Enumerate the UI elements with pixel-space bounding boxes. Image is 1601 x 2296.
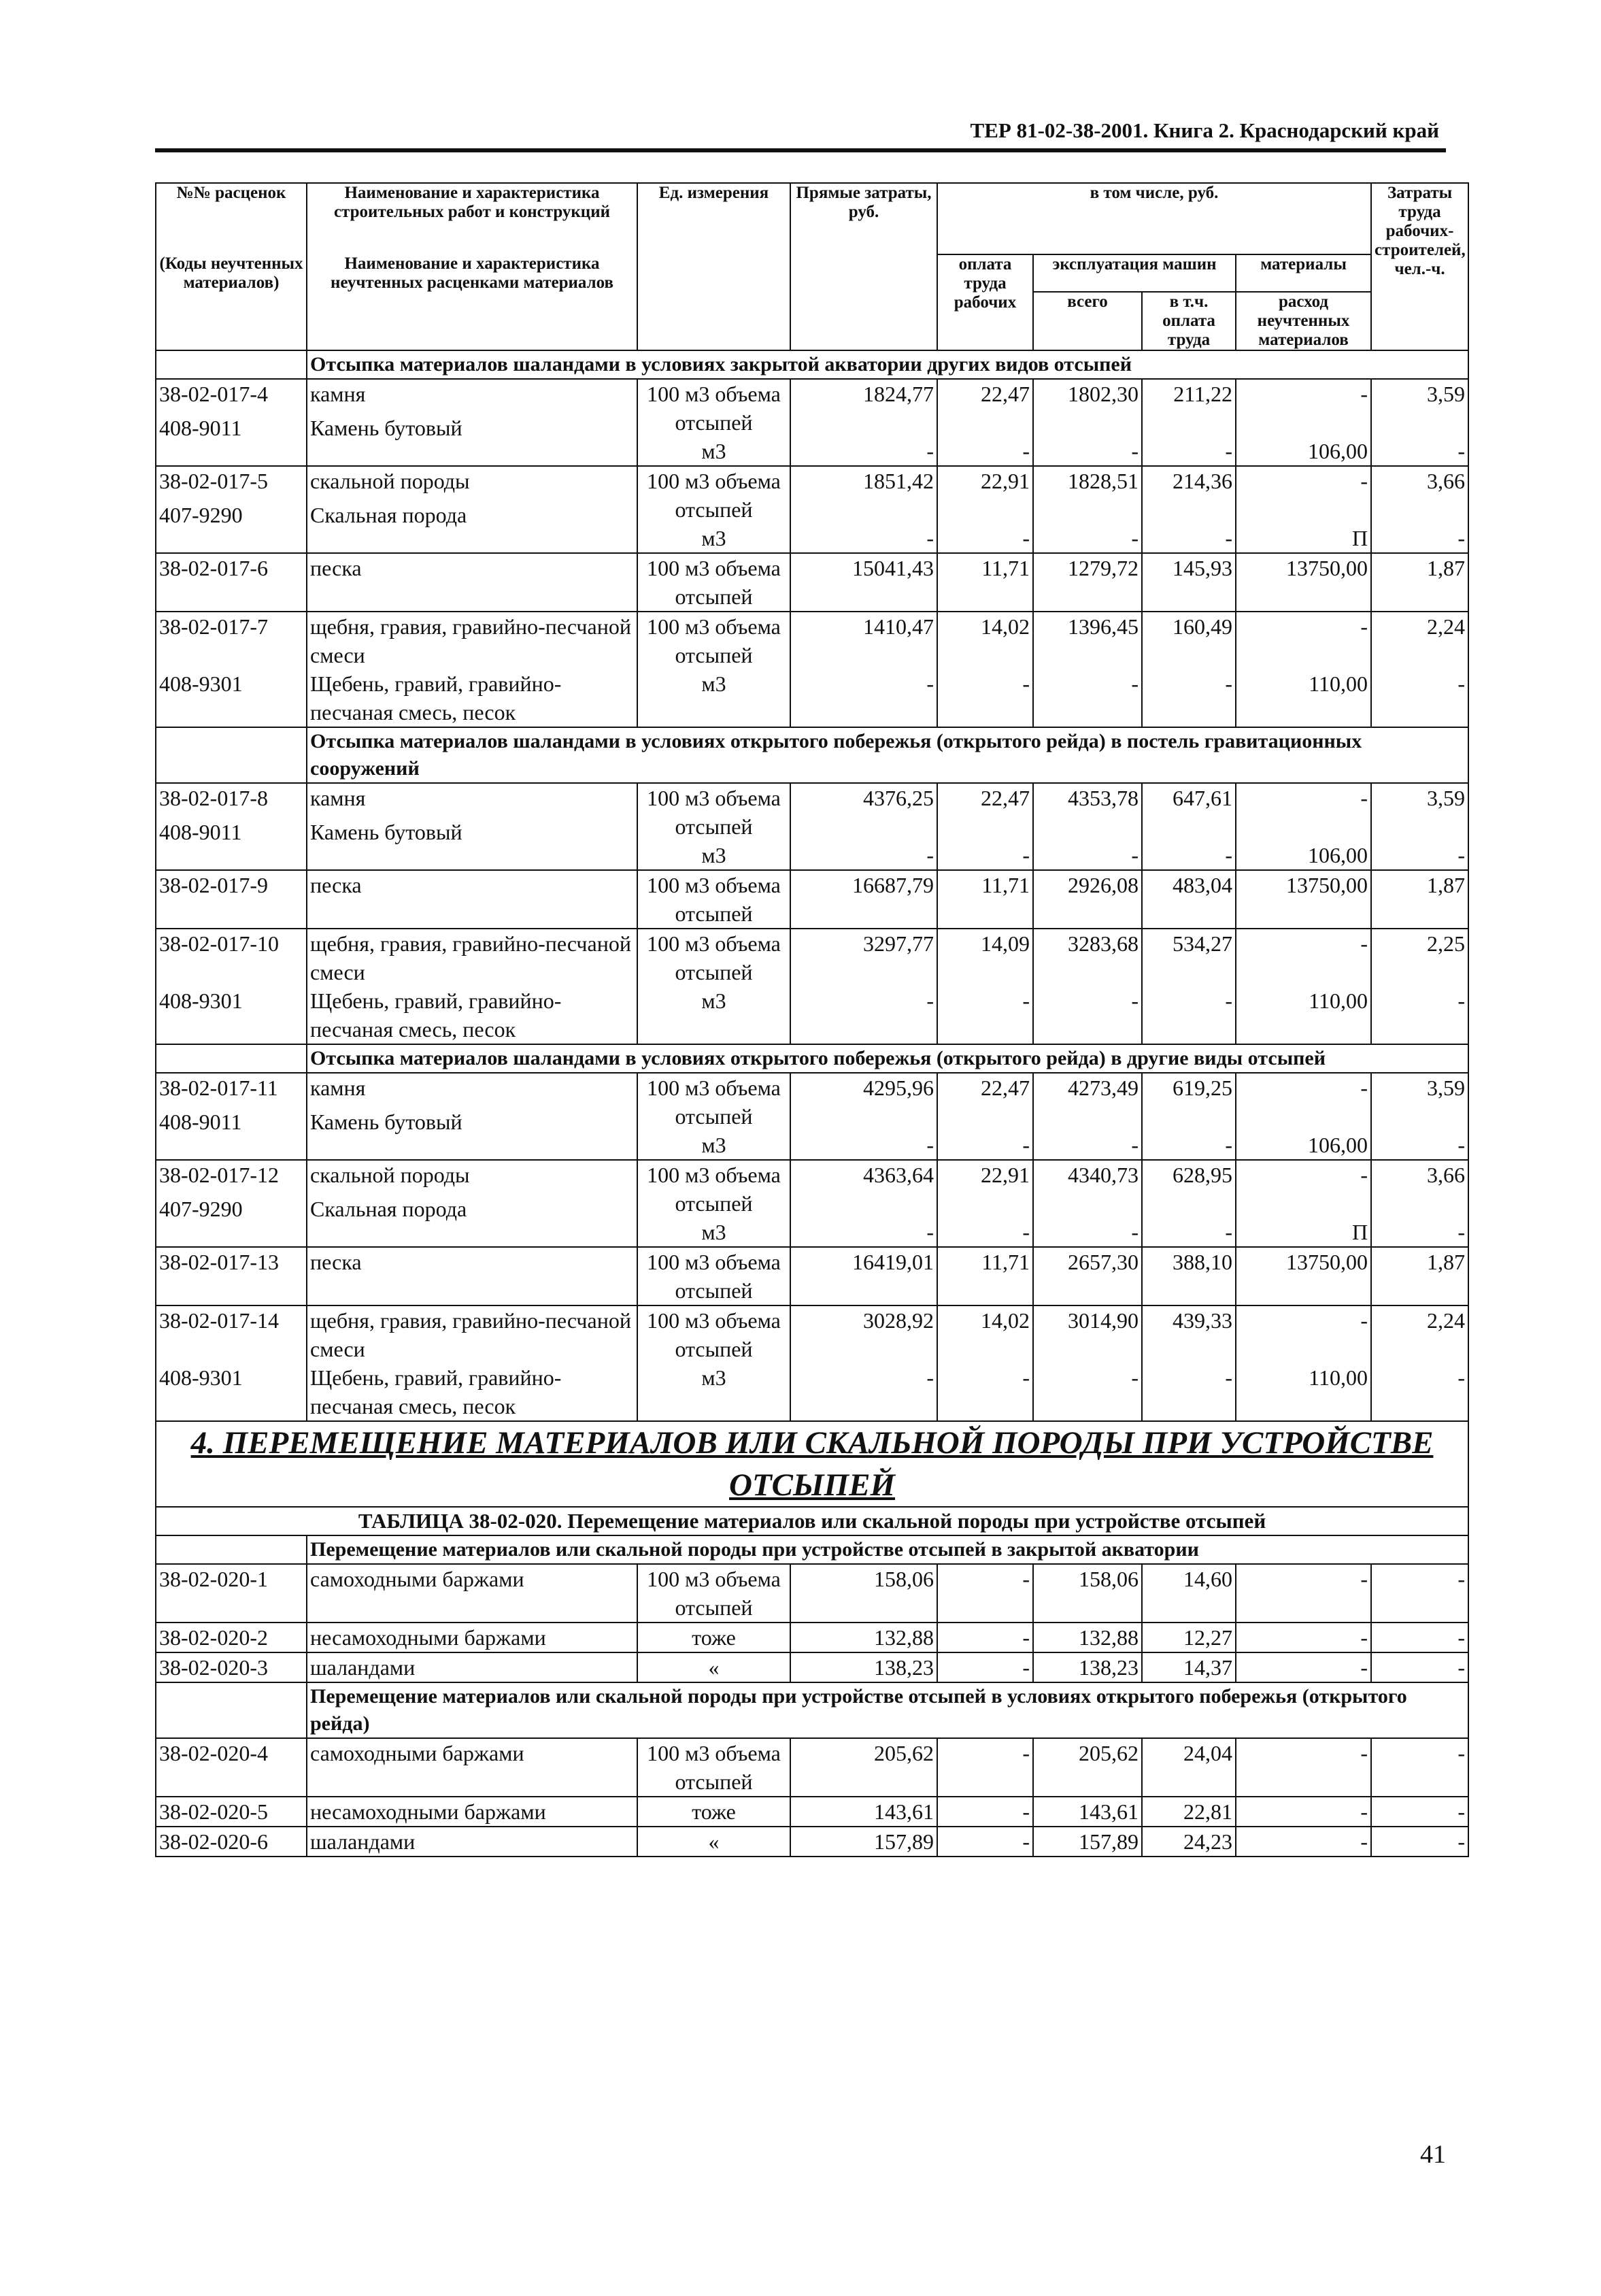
rate-name: шаландами — [307, 1652, 637, 1682]
rate-name: камня Камень бутовый — [307, 379, 637, 466]
rate-workers: 2,24 - — [1371, 612, 1468, 727]
rate-machines-labor: 145,93 — [1142, 553, 1236, 612]
table-row — [156, 1623, 1468, 1652]
rate-machines-labor: 439,33 - — [1142, 1305, 1236, 1421]
rate-labor: 22,91 - — [937, 466, 1033, 553]
section-row — [156, 1535, 1468, 1564]
rate-unit: « — [637, 1652, 790, 1682]
rate-name: песка — [307, 1247, 637, 1305]
rate-machines: 1802,30 - — [1033, 379, 1142, 466]
section-title: Отсыпка материалов шаландами в условиях закрытой акватории других видов отсыпей — [307, 350, 1468, 379]
table-row — [156, 929, 1468, 1044]
rate-machines-labor: 483,04 — [1142, 870, 1236, 929]
rate-labor: - — [937, 1827, 1033, 1857]
table-row — [156, 1073, 1468, 1160]
section-code-cell — [156, 1535, 307, 1564]
table-row — [156, 1247, 1468, 1305]
rate-code: 38-02-017-7 408-9301 — [156, 612, 307, 727]
section-code-cell — [156, 1682, 307, 1738]
table-row — [156, 1564, 1468, 1623]
section-title: Отсыпка материалов шаландами в условиях открытого побережья (открытого рейда) в другие виды отсыпей — [307, 1044, 1468, 1073]
rate-name: песка — [307, 870, 637, 929]
rate-direct: 4295,96 - — [790, 1073, 937, 1160]
rate-materials: 13750,00 — [1236, 870, 1371, 929]
col-code-header: №№ расценок — [156, 183, 307, 254]
rate-workers: 1,87 — [1371, 1247, 1468, 1305]
rate-machines-labor: 160,49 - — [1142, 612, 1236, 727]
rate-code: 38-02-020-4 — [156, 1738, 307, 1797]
rate-machines-labor: 628,95 - — [1142, 1160, 1236, 1247]
rate-labor: 22,47 - — [937, 379, 1033, 466]
rate-materials: - 110,00 — [1236, 612, 1371, 727]
rate-direct: 16687,79 — [790, 870, 937, 929]
rate-code: 38-02-017-6 — [156, 553, 307, 612]
rate-code: 38-02-017-9 — [156, 870, 307, 929]
rate-workers: 1,87 — [1371, 870, 1468, 929]
col-unit-header: Ед. измерения — [637, 183, 790, 350]
rate-labor: - — [937, 1564, 1033, 1623]
rate-labor: 22,47 - — [937, 783, 1033, 870]
rate-direct: 158,06 — [790, 1564, 937, 1623]
table-row — [156, 1160, 1468, 1247]
rate-code: 38-02-017-14 408-9301 — [156, 1305, 307, 1421]
rate-direct: 138,23 — [790, 1652, 937, 1682]
col-workers-header: Затраты труда рабочих-строителей, чел.-ч. — [1371, 183, 1468, 350]
rate-materials: - — [1236, 1827, 1371, 1857]
rate-unit: « — [637, 1827, 790, 1857]
rate-labor: 11,71 — [937, 1247, 1033, 1305]
rate-machines: 132,88 — [1033, 1623, 1142, 1652]
rate-unit: 100 м3 объема отсыпей м3 — [637, 783, 790, 870]
table-row — [156, 1652, 1468, 1682]
rate-workers: - — [1371, 1623, 1468, 1652]
rate-name: щебня, гравия, гравийно-песчаной смеси Щебень, гравий, гравийно-песчаная смесь, песок — [307, 1305, 637, 1421]
rate-direct: 3297,77 - — [790, 929, 937, 1044]
page-header — [155, 114, 1446, 152]
section-row — [156, 1682, 1468, 1738]
section-title: Перемещение материалов или скальной породы при устройстве отсыпей в закрытой акватории — [307, 1535, 1468, 1564]
rate-machines-labor: 14,37 — [1142, 1652, 1236, 1682]
col-machines-total-header: всего — [1033, 292, 1142, 350]
rate-code: 38-02-017-10 408-9301 — [156, 929, 307, 1044]
rate-machines: 157,89 — [1033, 1827, 1142, 1857]
rate-labor: 11,71 — [937, 553, 1033, 612]
rate-name: несамоходными баржами — [307, 1797, 637, 1827]
rates-table — [155, 182, 1469, 1857]
rate-labor: 22,91 - — [937, 1160, 1033, 1247]
rate-workers: 2,25 - — [1371, 929, 1468, 1044]
rate-machines-labor: 211,22 - — [1142, 379, 1236, 466]
rate-direct: 132,88 — [790, 1623, 937, 1652]
rate-labor: 14,02 - — [937, 1305, 1033, 1421]
chapter-row — [156, 1421, 1468, 1507]
rate-direct: 3028,92 - — [790, 1305, 937, 1421]
rate-machines: 4340,73 - — [1033, 1160, 1142, 1247]
table-row — [156, 1797, 1468, 1827]
rate-unit: 100 м3 объема отсыпей м3 — [637, 1073, 790, 1160]
rate-direct: 157,89 — [790, 1827, 937, 1857]
rate-name: шаландами — [307, 1827, 637, 1857]
rate-materials: - — [1236, 1797, 1371, 1827]
rate-machines: 158,06 — [1033, 1564, 1142, 1623]
rate-direct: 1851,42 - — [790, 466, 937, 553]
rate-direct: 15041,43 — [790, 553, 937, 612]
section-code-cell — [156, 350, 307, 379]
rate-code: 38-02-017-12 407-9290 — [156, 1160, 307, 1247]
rate-unit: 100 м3 объема отсыпей м3 — [637, 466, 790, 553]
rate-machines: 4353,78 - — [1033, 783, 1142, 870]
rate-direct: 4376,25 - — [790, 783, 937, 870]
rate-materials: 13750,00 — [1236, 1247, 1371, 1305]
rate-name: скальной породы Скальная порода — [307, 1160, 637, 1247]
rate-labor: - — [937, 1738, 1033, 1797]
rate-materials: - — [1236, 1564, 1371, 1623]
rate-direct: 4363,64 - — [790, 1160, 937, 1247]
rate-unit: 100 м3 объема отсыпей м3 — [637, 1160, 790, 1247]
rate-direct: 205,62 — [790, 1738, 937, 1797]
rate-unit: 100 м3 объема отсыпей — [637, 870, 790, 929]
page-number: 41 — [1420, 2140, 1446, 2169]
col-materials-extra-header: расход неучтенных материалов — [1236, 292, 1371, 350]
rate-unit: 100 м3 объема отсыпей м3 — [637, 612, 790, 727]
rate-unit: тоже — [637, 1623, 790, 1652]
section-code-cell — [156, 727, 307, 783]
rate-machines-labor: 214,36 - — [1142, 466, 1236, 553]
col-direct-header: Прямые затраты, руб. — [790, 183, 937, 350]
rate-machines: 3283,68 - — [1033, 929, 1142, 1044]
rate-workers: 1,87 — [1371, 553, 1468, 612]
rate-workers: - — [1371, 1738, 1468, 1797]
rate-materials: - 106,00 — [1236, 379, 1371, 466]
rate-machines: 2926,08 — [1033, 870, 1142, 929]
rate-workers: - — [1371, 1564, 1468, 1623]
rate-machines: 1828,51 - — [1033, 466, 1142, 553]
rate-labor: 22,47 - — [937, 1073, 1033, 1160]
rate-materials: - П — [1236, 1160, 1371, 1247]
rate-name: камня Камень бутовый — [307, 783, 637, 870]
rate-workers: - — [1371, 1827, 1468, 1857]
rate-machines: 2657,30 — [1033, 1247, 1142, 1305]
table-row — [156, 553, 1468, 612]
rate-machines-labor: 24,23 — [1142, 1827, 1236, 1857]
col-labor-header: оплата труда рабочих — [937, 254, 1033, 350]
rate-name: самоходными баржами — [307, 1564, 637, 1623]
rate-workers: - — [1371, 1797, 1468, 1827]
rate-machines: 1396,45 - — [1033, 612, 1142, 727]
chapter-title: 4. ПЕРЕМЕЩЕНИЕ МАТЕРИАЛОВ ИЛИ СКАЛЬНОЙ ПОРОДЫ ПРИ УСТРОЙСТВЕ ОТСЫПЕЙ — [156, 1421, 1468, 1507]
rate-code: 38-02-017-5 407-9290 — [156, 466, 307, 553]
rate-name: самоходными баржами — [307, 1738, 637, 1797]
rate-unit: 100 м3 объема отсыпей — [637, 1738, 790, 1797]
rate-machines-labor: 24,04 — [1142, 1738, 1236, 1797]
rate-materials: 13750,00 — [1236, 553, 1371, 612]
rate-code: 38-02-017-13 — [156, 1247, 307, 1305]
rate-workers: 2,24 - — [1371, 1305, 1468, 1421]
rate-code: 38-02-020-3 — [156, 1652, 307, 1682]
col-machines-header: эксплуатация машин — [1033, 254, 1236, 292]
rate-code: 38-02-020-6 — [156, 1827, 307, 1857]
rate-machines: 4273,49 - — [1033, 1073, 1142, 1160]
rate-code: 38-02-017-8 408-9011 — [156, 783, 307, 870]
rate-unit: 100 м3 объема отсыпей м3 — [637, 379, 790, 466]
col-incl-header: в том числе, руб. — [937, 183, 1371, 254]
table-row — [156, 1305, 1468, 1421]
rate-unit: 100 м3 объема отсыпей — [637, 1564, 790, 1623]
table-row — [156, 783, 1468, 870]
col-materials-header: материалы — [1236, 254, 1371, 292]
rate-unit: 100 м3 объема отсыпей м3 — [637, 1305, 790, 1421]
table-row — [156, 466, 1468, 553]
rate-workers: 3,66 - — [1371, 1160, 1468, 1247]
rate-workers: 3,59 - — [1371, 379, 1468, 466]
rate-name: скальной породы Скальная порода — [307, 466, 637, 553]
rate-machines-labor: 619,25 - — [1142, 1073, 1236, 1160]
table-header-row — [156, 183, 1468, 254]
rate-unit: тоже — [637, 1797, 790, 1827]
rate-direct: 1410,47 - — [790, 612, 937, 727]
rate-direct: 16419,01 — [790, 1247, 937, 1305]
rate-name: несамоходными баржами — [307, 1623, 637, 1652]
rate-name: щебня, гравия, гравийно-песчаной смеси Щебень, гравий, гравийно-песчаная смесь, песок — [307, 612, 637, 727]
rate-code: 38-02-020-1 — [156, 1564, 307, 1623]
rate-direct: 143,61 — [790, 1797, 937, 1827]
table-row — [156, 1738, 1468, 1797]
section-title: Отсыпка материалов шаландами в условиях открытого побережья (открытого рейда) в постель гравитационных сооружений — [307, 727, 1468, 783]
rate-materials: - 110,00 — [1236, 1305, 1371, 1421]
rate-materials: - П — [1236, 466, 1371, 553]
rate-machines: 205,62 — [1033, 1738, 1142, 1797]
rate-machines: 138,23 — [1033, 1652, 1142, 1682]
header-title: ТЕР 81-02-38-2001. Книга 2. Краснодарский край — [970, 118, 1439, 142]
rate-workers: 3,59 - — [1371, 783, 1468, 870]
table-row — [156, 612, 1468, 727]
rate-workers: - — [1371, 1652, 1468, 1682]
rate-labor: - — [937, 1623, 1033, 1652]
section-code-cell — [156, 1044, 307, 1073]
rate-machines: 1279,72 — [1033, 553, 1142, 612]
section-row — [156, 727, 1468, 783]
table-row — [156, 1827, 1468, 1857]
rate-machines-labor: 647,61 - — [1142, 783, 1236, 870]
col-code-sub-header: (Коды неучтенных материалов) — [156, 254, 307, 350]
rate-labor: - — [937, 1652, 1033, 1682]
rate-unit: 100 м3 объема отсыпей м3 — [637, 929, 790, 1044]
table-title: ТАБЛИЦА 38-02-020. Перемещение материалов или скальной породы при устройстве отсыпей — [156, 1507, 1468, 1535]
rate-workers: 3,66 - — [1371, 466, 1468, 553]
rate-name: камня Камень бутовый — [307, 1073, 637, 1160]
rate-code: 38-02-020-5 — [156, 1797, 307, 1827]
rate-labor: 14,02 - — [937, 612, 1033, 727]
section-title: Перемещение материалов или скальной породы при устройстве отсыпей в условиях открытого побережья (открытого рейда) — [307, 1682, 1468, 1738]
rate-labor: 11,71 — [937, 870, 1033, 929]
rate-machines-labor: 12,27 — [1142, 1623, 1236, 1652]
rate-materials: - 110,00 — [1236, 929, 1371, 1044]
rate-machines-labor: 14,60 — [1142, 1564, 1236, 1623]
section-row — [156, 1044, 1468, 1073]
rate-unit: 100 м3 объема отсыпей — [637, 553, 790, 612]
rate-materials: - 106,00 — [1236, 1073, 1371, 1160]
rate-materials: - — [1236, 1652, 1371, 1682]
col-name-sub-header: Наименование и характеристика неучтенных расценками материалов — [307, 254, 637, 350]
rate-direct: 1824,77 - — [790, 379, 937, 466]
rate-workers: 3,59 - — [1371, 1073, 1468, 1160]
rate-labor: 14,09 - — [937, 929, 1033, 1044]
rate-name: песка — [307, 553, 637, 612]
rate-materials: - — [1236, 1623, 1371, 1652]
rate-machines-labor: 22,81 — [1142, 1797, 1236, 1827]
rate-name: щебня, гравия, гравийно-песчаной смеси Щебень, гравий, гравийно-песчаная смесь, песок — [307, 929, 637, 1044]
section-row — [156, 350, 1468, 379]
rate-materials: - 106,00 — [1236, 783, 1371, 870]
rate-labor: - — [937, 1797, 1033, 1827]
rate-machines: 3014,90 - — [1033, 1305, 1142, 1421]
rate-machines: 143,61 — [1033, 1797, 1142, 1827]
table-row — [156, 870, 1468, 929]
table-row — [156, 379, 1468, 466]
rate-machines-labor: 388,10 — [1142, 1247, 1236, 1305]
rate-machines-labor: 534,27 - — [1142, 929, 1236, 1044]
rate-code: 38-02-020-2 — [156, 1623, 307, 1652]
rate-code: 38-02-017-4 408-9011 — [156, 379, 307, 466]
rate-code: 38-02-017-11 408-9011 — [156, 1073, 307, 1160]
col-machines-labor-header: в т.ч. оплата труда — [1142, 292, 1236, 350]
col-name-header: Наименование и характеристика строительных работ и конструкций — [307, 183, 637, 254]
table-title-row — [156, 1507, 1468, 1535]
rate-materials: - — [1236, 1738, 1371, 1797]
rate-unit: 100 м3 объема отсыпей — [637, 1247, 790, 1305]
